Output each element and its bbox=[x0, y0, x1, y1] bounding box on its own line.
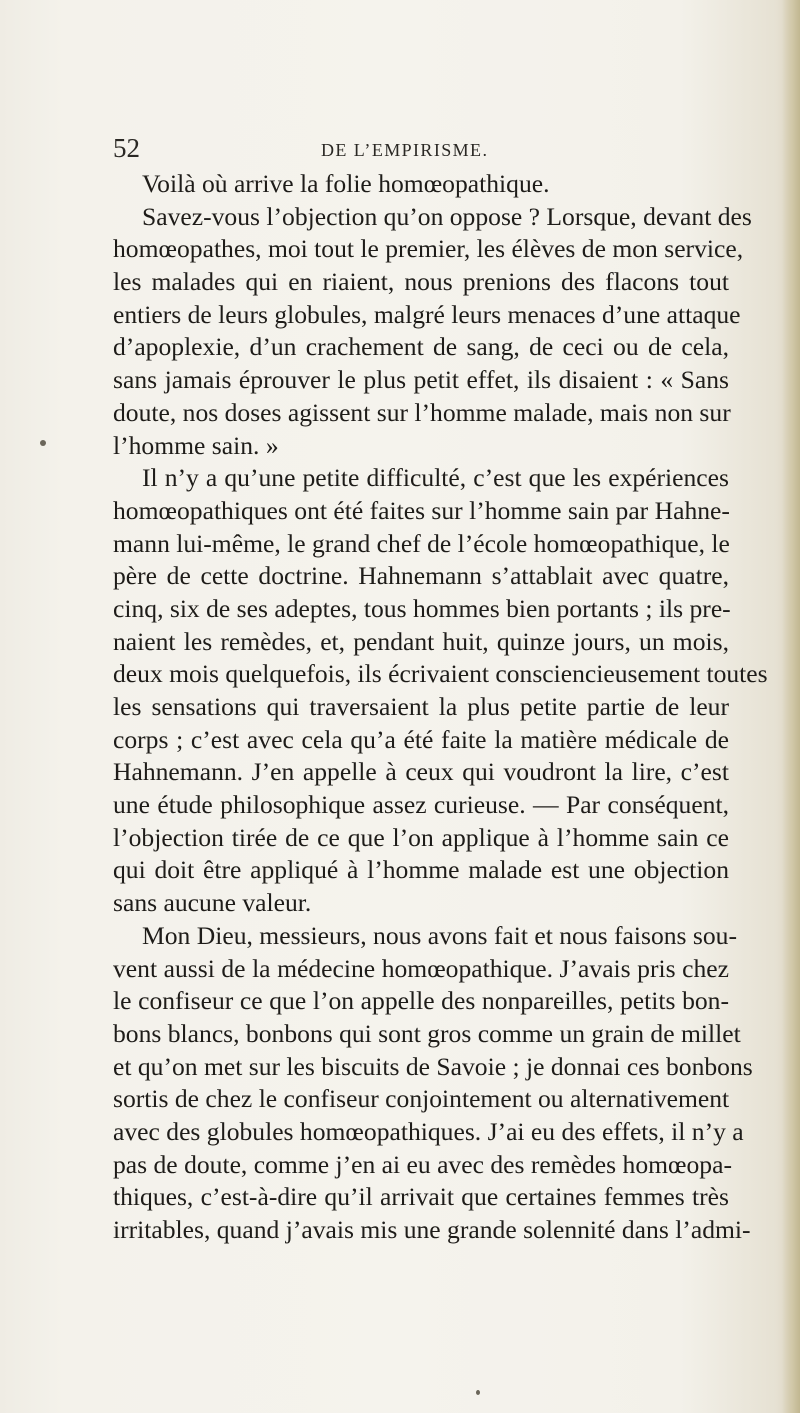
text-line: irritables, quand j’avais mis une grande solennité dans l’admi- bbox=[113, 1215, 751, 1244]
text-line: avec des globules homœopathiques. J’ai eu des effets, il n’y a bbox=[113, 1116, 744, 1146]
ink-speck bbox=[40, 440, 46, 446]
text-line: sortis de chez le confiseur conjointement ou alternativement bbox=[113, 1084, 730, 1114]
text-line: qui doit être appliqué à l’homme malade est une objection bbox=[113, 855, 729, 885]
text-line: Mon Dieu, messieurs, nous avons fait et nous faisons sou- bbox=[142, 920, 737, 950]
text-line: corps ; c’est avec cela qu’a été faite la matière médicale de bbox=[113, 724, 729, 754]
text-line: Il n’y a qu’une petite difficulté, c’est que les expériences bbox=[142, 463, 729, 493]
running-head bbox=[113, 133, 733, 163]
text-line: doute, nos doses agissent sur l’homme malade, mais non sur bbox=[113, 397, 731, 427]
body-text bbox=[113, 168, 768, 1247]
text-line: bons blancs, bonbons qui sont gros comme un grain de millet bbox=[113, 1018, 741, 1048]
text-line: sans aucune valeur. bbox=[113, 888, 312, 918]
text-line: les sensations qui traversaient la plus petite partie de leur bbox=[113, 692, 729, 721]
text-line: Voilà où arrive la folie homœopathique. bbox=[142, 169, 550, 198]
running-title: DE L’EMPIRISME. bbox=[321, 140, 489, 160]
text-line: Hahnemann. J’en appelle à ceux qui voudront la lire, c’est bbox=[113, 757, 729, 787]
text-line: cinq, six de ses adeptes, tous hommes bien portants ; ils pre- bbox=[113, 593, 731, 623]
text-line: homœopathiques ont été faites sur l’homme sain par Hahne- bbox=[113, 495, 730, 525]
text-line: une étude philosophique assez curieuse. — Par conséquent, bbox=[113, 790, 729, 820]
text-line: pas de doute, comme j’en ai eu avec des remèdes homœopa- bbox=[113, 1149, 732, 1179]
text-line: sans jamais éprouver le plus petit effet, ils disaient : « Sans bbox=[113, 365, 729, 395]
text-line: thiques, c’est-à-dire qu’il arrivait que certaines femmes très bbox=[113, 1182, 729, 1212]
text-line: vent aussi de la médecine homœopathique. J’avais pris chez bbox=[113, 953, 729, 983]
text-line: homœopathes, moi tout le premier, les élèves de mon service, bbox=[113, 234, 744, 264]
page-edge-shadow bbox=[782, 0, 800, 1413]
ink-speck bbox=[476, 1390, 480, 1395]
text-line: naient les remèdes, et, pendant huit, quinze jours, un mois, bbox=[113, 626, 729, 656]
text-line: père de cette doctrine. Hahnemann s’attablait avec quatre, bbox=[113, 561, 729, 591]
text-line: l’homme sain. » bbox=[113, 430, 279, 460]
text-line: deux mois quelquefois, ils écrivaient consciencieusement toutes bbox=[113, 659, 768, 689]
text-line: Savez-vous l’objection qu’on oppose ? Lorsque, devant des bbox=[142, 201, 752, 231]
text-line: les malades qui en riaient, nous prenions des flacons tout bbox=[113, 267, 729, 297]
text-line: l’objection tirée de ce que l’on applique à l’homme sain ce bbox=[113, 822, 729, 852]
text-line: et qu’on met sur les biscuits de Savoie ; je donnai ces bonbons bbox=[113, 1051, 753, 1081]
text-line: mann lui-même, le grand chef de l’école homœopathique, le bbox=[113, 528, 730, 558]
text-line: le confiseur ce que l’on appelle des nonpareilles, petits bon- bbox=[113, 986, 729, 1016]
page-number: 52 bbox=[113, 133, 140, 163]
text-line: entiers de leurs globules, malgré leurs menaces d’une attaque bbox=[113, 299, 741, 329]
text-line: d’apoplexie, d’un crachement de sang, de ceci ou de cela, bbox=[113, 332, 729, 362]
